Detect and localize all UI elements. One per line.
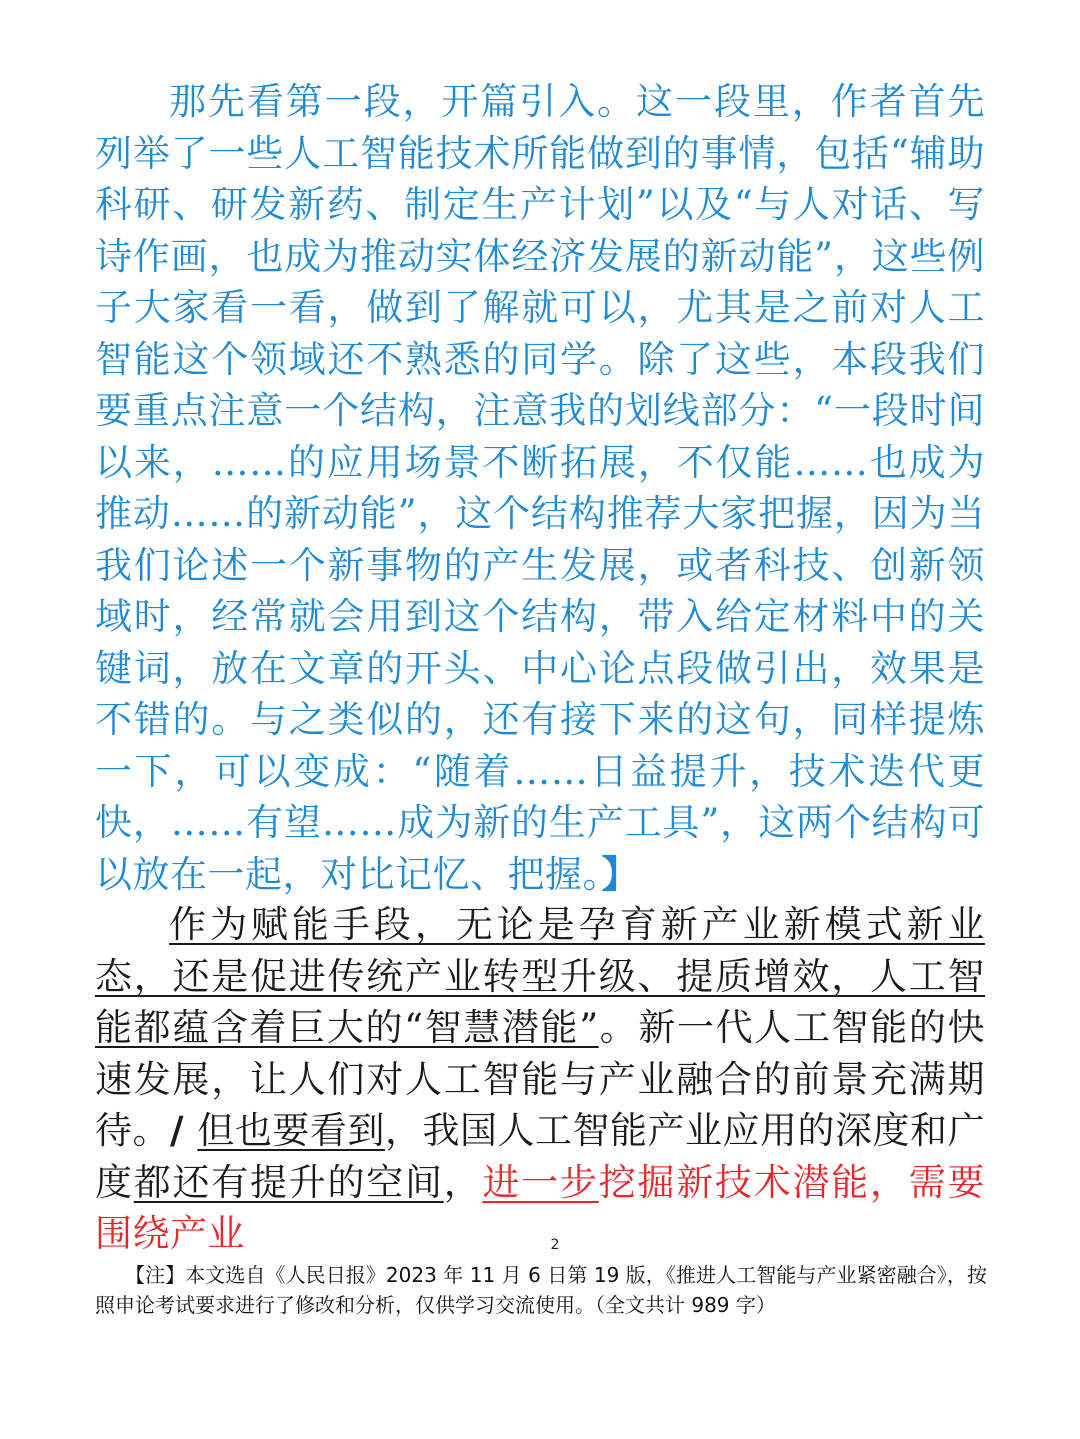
underlined-segment-1: 作为赋能手段，无论是孕育新产业新模式新业态，还是促进传统产业转型升级、提质增效，人工智能都蕴含着巨大的“智慧潜能” <box>95 903 985 1049</box>
plain-segment-6: ， <box>443 1160 483 1204</box>
red-underlined-segment-7: 进一步 <box>482 1160 599 1204</box>
blue-paragraph-text: 那先看第一段，开篇引入。这一段里，作者首先列举了一些人工智能技术所能做到的事情，包括“辅助科研、研发新药、制定生产计划”以及“与人对话、写诗作画，也成为推动实体经济发展的新动能”，这些例子大家看一看，做到了解就可以，尤其是之前对人工智能这个领域还不熟悉的同学。除了这些，本段我们要重点注意一个结构，注意我的划线部分：“一段时间以来，……的应用场景不断拓展，不仅能……也成为推动……的新动能”，这个结构推荐大家把握，因为当我们论述一个新事物的产生发展，或者科技、创新领域时，经常就会用到这个结构，带入给定材料中的关键词，放在文章的开头、中心论点段做引出，效果是不错的。与之类似的，还有接下来的这句，同样提炼一下，可以变成：“随着……日益提升，技术迭代更快，……有望……成为新的生产工具”，这两个结构可以放在一起，对比记忆、把握。 <box>95 80 985 896</box>
slash-mark: / <box>170 1108 198 1152</box>
underlined-segment-5: 都还有提升的空间 <box>133 1160 444 1204</box>
underlined-segment-3: 但也要看到 <box>197 1109 385 1152</box>
plain-segment-4: ，我国人工智能产业应用的深度和广度 <box>95 1109 986 1204</box>
plain-segment-2: 。新一代人工智能的快速发展，让人们对人工智能与产业融合的前景充满期待。 <box>95 1006 985 1152</box>
source-text-paragraph <box>95 899 985 1260</box>
footnote: 【注】本文选自《人民日报》2023 年 11 月 6 日第 19 版，《推进人工智能与产业紧密融合》，按照申论考试要求进行了修改和分析，仅供学习交流使用。（全文共计 989 字） <box>95 1263 987 1317</box>
page-number: 2 <box>550 1237 560 1253</box>
blue-analysis-paragraph <box>95 76 985 900</box>
red-segment-8: 挖掘新技术潜能，需要围绕产业 <box>95 1160 985 1255</box>
closing-bracket: 】 <box>601 851 639 896</box>
